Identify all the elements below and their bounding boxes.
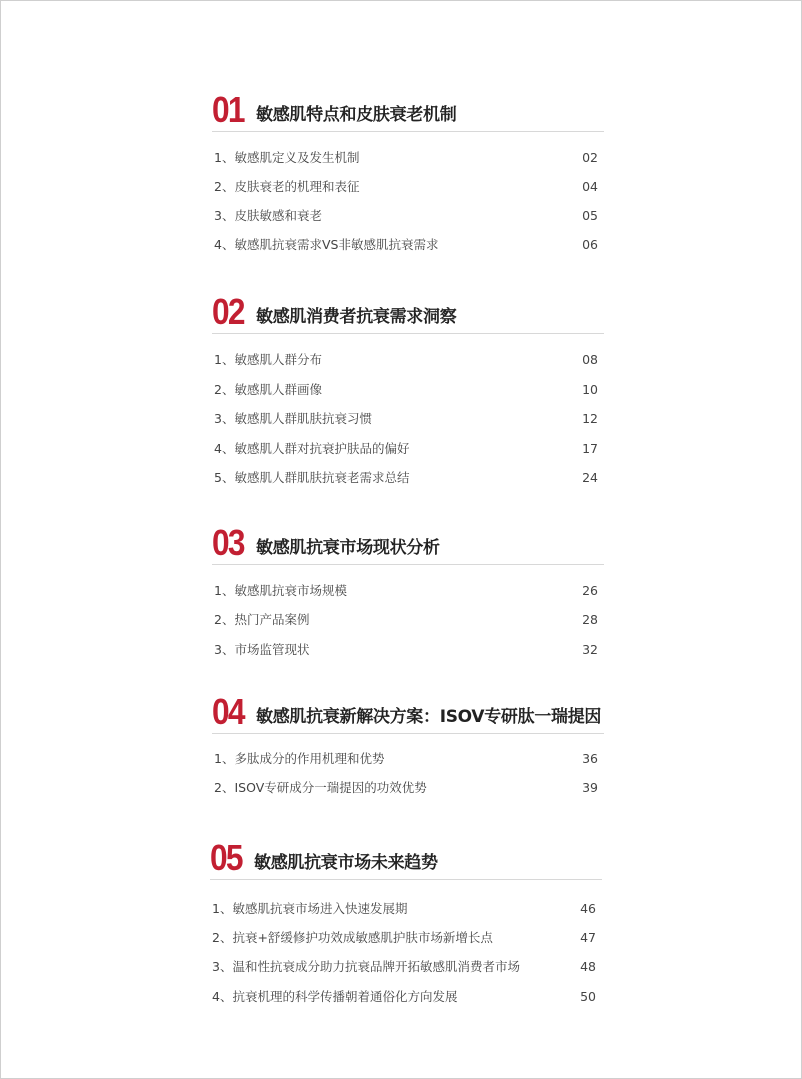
- section-divider: [212, 131, 604, 132]
- entry-page: 39: [582, 780, 598, 795]
- toc-section-03: [212, 522, 604, 657]
- toc-entry[interactable]: [212, 957, 596, 975]
- section-number: 01: [212, 89, 244, 130]
- section-title: 敏感肌抗衰新解决方案：ISOV专研肽一瑞提因: [256, 707, 602, 727]
- toc-entry[interactable]: [214, 749, 598, 767]
- entry-label: 3、皮肤敏感和衰老: [214, 208, 322, 223]
- section-divider: [212, 564, 604, 565]
- entry-label: 1、多肽成分的作用机理和优势: [214, 751, 385, 766]
- section-divider: [210, 879, 602, 880]
- toc-entry[interactable]: [214, 148, 598, 166]
- section-number: 05: [210, 837, 242, 878]
- entry-label: 1、敏感肌人群分布: [214, 352, 322, 367]
- section-header: [212, 522, 604, 563]
- toc-entry[interactable]: [212, 928, 596, 946]
- toc-entry[interactable]: [214, 778, 598, 796]
- entry-page: 05: [582, 208, 598, 223]
- entry-label: 4、敏感肌人群对抗衰护肤品的偏好: [214, 441, 410, 456]
- toc-entry[interactable]: [214, 468, 598, 486]
- toc-entry[interactable]: [212, 987, 596, 1005]
- entry-label: 2、ISOV专研成分一瑞提因的功效优势: [214, 780, 427, 795]
- section-divider: [212, 733, 604, 734]
- section-title: 敏感肌消费者抗衰需求洞察: [256, 307, 457, 327]
- section-number: 02: [212, 291, 244, 332]
- toc-section-05: [210, 837, 602, 1004]
- toc-entry[interactable]: [212, 899, 596, 917]
- entry-page: 46: [580, 901, 596, 916]
- entry-label: 5、敏感肌人群肌肤抗衰老需求总结: [214, 470, 410, 485]
- entry-page: 04: [582, 179, 598, 194]
- section-number: 04: [212, 691, 244, 732]
- entry-label: 1、敏感肌定义及发生机制: [214, 150, 360, 165]
- entry-page: 32: [582, 642, 598, 657]
- entry-page: 50: [580, 989, 596, 1004]
- section-header: [212, 89, 604, 130]
- entry-page: 36: [582, 751, 598, 766]
- section-title: 敏感肌特点和皮肤衰老机制: [256, 105, 457, 125]
- toc-entry[interactable]: [214, 439, 598, 457]
- entry-label: 3、市场监管现状: [214, 642, 310, 657]
- section-header: [212, 291, 604, 332]
- toc-entry[interactable]: [214, 610, 598, 628]
- entry-label: 1、敏感肌抗衰市场规模: [214, 583, 347, 598]
- entry-label: 4、敏感肌抗衰需求VS非敏感肌抗衰需求: [214, 237, 439, 252]
- toc-section-02: [212, 291, 604, 485]
- toc-entry[interactable]: [214, 640, 598, 658]
- toc-entry[interactable]: [214, 177, 598, 195]
- entry-page: 08: [582, 352, 598, 367]
- entry-page: 47: [580, 930, 596, 945]
- entry-page: 48: [580, 959, 596, 974]
- entry-label: 2、热门产品案例: [214, 612, 310, 627]
- entry-page: 17: [582, 441, 598, 456]
- toc-entry[interactable]: [214, 581, 598, 599]
- entry-page: 06: [582, 237, 598, 252]
- toc-entry[interactable]: [214, 206, 598, 224]
- entry-page: 28: [582, 612, 598, 627]
- toc-entry[interactable]: [214, 235, 598, 253]
- entry-label: 1、敏感肌抗衰市场进入快速发展期: [212, 901, 408, 916]
- toc-section-01: [212, 89, 604, 252]
- toc-entry[interactable]: [214, 409, 598, 427]
- entry-page: 24: [582, 470, 598, 485]
- entry-page: 12: [582, 411, 598, 426]
- entry-label: 4、抗衰机理的科学传播朝着通俗化方向发展: [212, 989, 458, 1004]
- entry-label: 2、皮肤衰老的机理和表征: [214, 179, 360, 194]
- entry-label: 3、敏感肌人群肌肤抗衰习惯: [214, 411, 372, 426]
- section-header: [212, 691, 604, 732]
- toc-entry[interactable]: [214, 380, 598, 398]
- section-title: 敏感肌抗衰市场现状分析: [256, 538, 440, 558]
- entry-page: 26: [582, 583, 598, 598]
- entry-label: 3、温和性抗衰成分助力抗衰品牌开拓敏感肌消费者市场: [212, 959, 520, 974]
- section-title: 敏感肌抗衰市场未来趋势: [254, 853, 438, 873]
- toc-entry[interactable]: [214, 350, 598, 368]
- toc-section-04: [212, 691, 604, 795]
- section-number: 03: [212, 522, 244, 563]
- section-divider: [212, 333, 604, 334]
- entry-label: 2、抗衰+舒缓修护功效成敏感肌护肤市场新增长点: [212, 930, 493, 945]
- section-header: [210, 837, 602, 878]
- entry-label: 2、敏感肌人群画像: [214, 382, 322, 397]
- entry-page: 10: [582, 382, 598, 397]
- entry-page: 02: [582, 150, 598, 165]
